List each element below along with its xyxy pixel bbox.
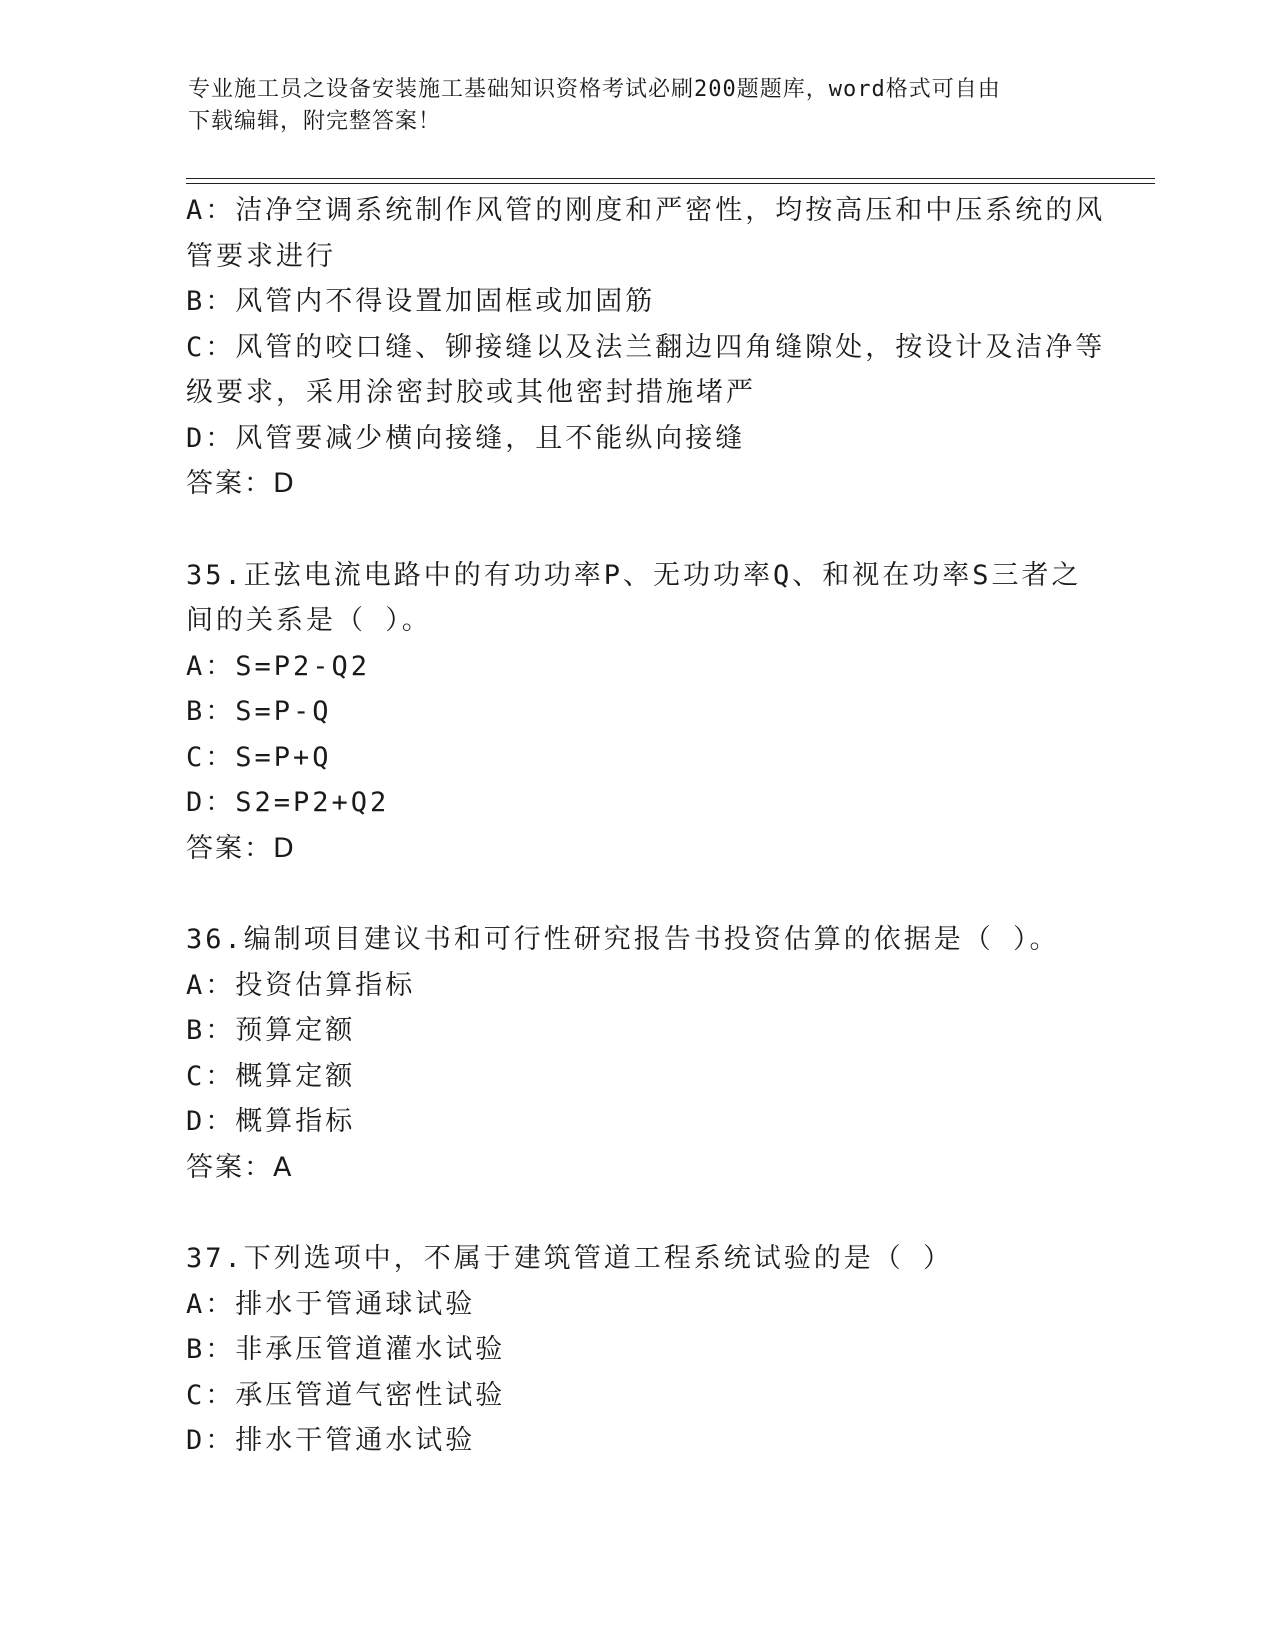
q36-option-a: A：投资估算指标 — [186, 969, 416, 1001]
document-header — [188, 74, 1068, 138]
header-divider-top — [186, 178, 1155, 179]
q34-option-a-line-2: 管要求进行 — [186, 240, 336, 272]
document-body — [186, 188, 1106, 1464]
q34-option-c-line-2: 级要求，采用涂密封胶或其他密封措施堵严 — [186, 377, 756, 408]
q34-option-d: D：风管要减少横向接缝，且不能纵向接缝 — [186, 422, 746, 454]
q36-option-c: C：概算定额 — [186, 1060, 356, 1092]
question-spacer — [186, 871, 1086, 917]
question-34-block — [186, 188, 1106, 507]
q37-option-d: D：排水干管通水试验 — [186, 1425, 476, 1456]
question-spacer — [186, 507, 1086, 553]
q36-option-d: D：概算指标 — [186, 1106, 356, 1137]
q37-option-b: B：非承压管道灌水试验 — [186, 1334, 506, 1365]
question-36-block — [186, 917, 1086, 1190]
q37-stem: 37.下列选项中，不属于建筑管道工程系统试验的是（ ） — [186, 1243, 954, 1274]
question-spacer — [186, 1190, 1086, 1236]
q34-option-a-line-1: A：洁净空调系统制作风管的刚度和严密性，均按高压和中压系统的风 — [186, 195, 1106, 226]
q35-option-b: B：S=P-Q — [186, 696, 332, 727]
q35-stem-line-1: 35.正弦电流电路中的有功功率P、无功功率Q、和视在功率S三者之 — [186, 559, 1082, 591]
q35-option-c: C：S=P+Q — [186, 741, 332, 773]
q35-option-d: D：S2=P2+Q2 — [186, 787, 390, 818]
q36-answer: 答案：A — [186, 1151, 294, 1183]
question-35-block — [186, 553, 1086, 872]
q35-stem-line-2: 间的关系是（ ）。 — [186, 605, 432, 636]
q34-option-c-line-1: C：风管的咬口缝、铆接缝以及法兰翻边四角缝隙处，按设计及洁净等 — [186, 331, 1106, 363]
q34-option-b: B：风管内不得设置加固框或加固筋 — [186, 286, 656, 317]
q34-answer: 答案：D — [186, 468, 296, 499]
question-37-block — [186, 1236, 1086, 1464]
header-divider-bottom — [186, 183, 1155, 184]
q35-option-a: A：S=P2-Q2 — [186, 650, 371, 682]
q37-option-c: C：承压管道气密性试验 — [186, 1379, 506, 1411]
header-line-1: 专业施工员之设备安装施工基础知识资格考试必刷200题题库，word格式可自由 — [188, 77, 1001, 102]
header-line-2: 下载编辑，附完整答案！ — [188, 109, 442, 134]
q37-option-a: A：排水于管通球试验 — [186, 1288, 476, 1320]
q36-stem: 36.编制项目建议书和可行性研究报告书投资估算的依据是（ ）。 — [186, 924, 1060, 955]
q36-option-b: B：预算定额 — [186, 1015, 356, 1046]
q35-answer: 答案：D — [186, 832, 296, 864]
